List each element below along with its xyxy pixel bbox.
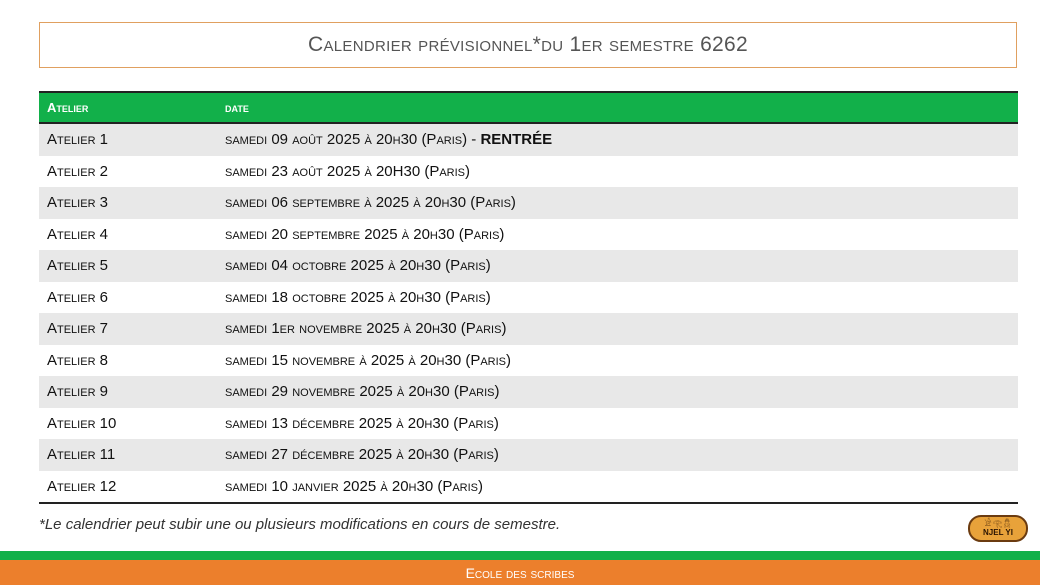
table-row bbox=[39, 439, 1018, 471]
table-row bbox=[39, 219, 1018, 251]
cell-atelier: Atelier 3 bbox=[47, 194, 109, 212]
date-text: samedi 06 septembre à 2025 à 20h30 (Paris) bbox=[225, 194, 516, 212]
cell-atelier: Atelier 1 bbox=[47, 131, 109, 149]
date-text: samedi 1er novembre 2025 à 20h30 (Paris) bbox=[225, 320, 507, 338]
date-text: samedi 23 août 2025 à 20H30 (Paris) bbox=[225, 162, 470, 180]
date-text: samedi 27 décembre 2025 à 20h30 (Paris) bbox=[225, 446, 499, 464]
title-box bbox=[39, 22, 1017, 68]
table-row bbox=[39, 282, 1018, 314]
date-text: samedi 09 août 2025 à 20h30 (Paris) - bbox=[225, 131, 481, 149]
cell-atelier: Atelier 10 bbox=[47, 414, 117, 432]
cell-atelier: Atelier 8 bbox=[47, 351, 109, 369]
cell-atelier: Atelier 7 bbox=[47, 320, 109, 338]
cell-atelier: Atelier 4 bbox=[47, 225, 109, 243]
rentree-label: RENTRÉE bbox=[480, 131, 553, 149]
header-date: date bbox=[225, 100, 249, 115]
table-row bbox=[39, 345, 1018, 377]
date-text: samedi 20 septembre 2025 à 20h30 (Paris) bbox=[225, 225, 505, 243]
footnote: *Le calendrier peut subir une ou plusieurs modifications en cours de semestre. bbox=[39, 516, 561, 533]
cell-date bbox=[225, 320, 1018, 337]
table-row bbox=[39, 187, 1018, 219]
cell-date bbox=[225, 478, 1018, 495]
cell-date bbox=[225, 289, 1018, 306]
njel-yi-logo bbox=[968, 515, 1028, 542]
footer-orange-bar bbox=[0, 560, 1040, 585]
header-atelier: Atelier bbox=[47, 100, 89, 115]
date-text: samedi 13 décembre 2025 à 20h30 (Paris) bbox=[225, 414, 499, 432]
cell-date bbox=[225, 194, 1018, 211]
footer-label: Ecole des scribes bbox=[465, 564, 575, 581]
cell-date bbox=[225, 131, 1018, 148]
table-row bbox=[39, 250, 1018, 282]
date-text: samedi 04 octobre 2025 à 20h30 (Paris) bbox=[225, 257, 491, 275]
cell-date bbox=[225, 163, 1018, 180]
cell-date bbox=[225, 446, 1018, 463]
cell-date bbox=[225, 257, 1018, 274]
cell-atelier: Atelier 2 bbox=[47, 162, 109, 180]
page-title: Calendrier prévisionnel*du 1er semestre 6262 bbox=[307, 33, 748, 56]
date-text: samedi 10 janvier 2025 à 20h30 (Paris) bbox=[225, 477, 484, 495]
table-row bbox=[39, 376, 1018, 408]
table-row bbox=[39, 471, 1018, 503]
date-text: samedi 18 octobre 2025 à 20h30 (Paris) bbox=[225, 288, 491, 306]
table-row bbox=[39, 408, 1018, 440]
table-row bbox=[39, 313, 1018, 345]
cell-date bbox=[225, 415, 1018, 432]
date-text: samedi 29 novembre 2025 à 20h30 (Paris) bbox=[225, 383, 500, 401]
table-row bbox=[39, 156, 1018, 188]
cell-atelier: Atelier 12 bbox=[47, 477, 117, 495]
cell-date bbox=[225, 226, 1018, 243]
cell-atelier: Atelier 11 bbox=[47, 446, 116, 464]
footer-green-bar bbox=[0, 551, 1040, 560]
cell-atelier: Atelier 5 bbox=[47, 257, 109, 275]
cell-atelier: Atelier 6 bbox=[47, 288, 109, 306]
cell-date bbox=[225, 352, 1018, 369]
logo-text: NJEL YI bbox=[983, 528, 1013, 537]
table-body bbox=[39, 124, 1018, 504]
table-row bbox=[39, 124, 1018, 156]
date-text: samedi 15 novembre à 2025 à 20h30 (Paris) bbox=[225, 351, 512, 369]
cell-atelier: Atelier 9 bbox=[47, 383, 109, 401]
table-header bbox=[39, 91, 1018, 124]
cell-date bbox=[225, 383, 1018, 400]
calendar-table bbox=[39, 91, 1018, 504]
hieroglyph-icon: 𓀀𓂀𓆣 bbox=[984, 519, 1012, 528]
